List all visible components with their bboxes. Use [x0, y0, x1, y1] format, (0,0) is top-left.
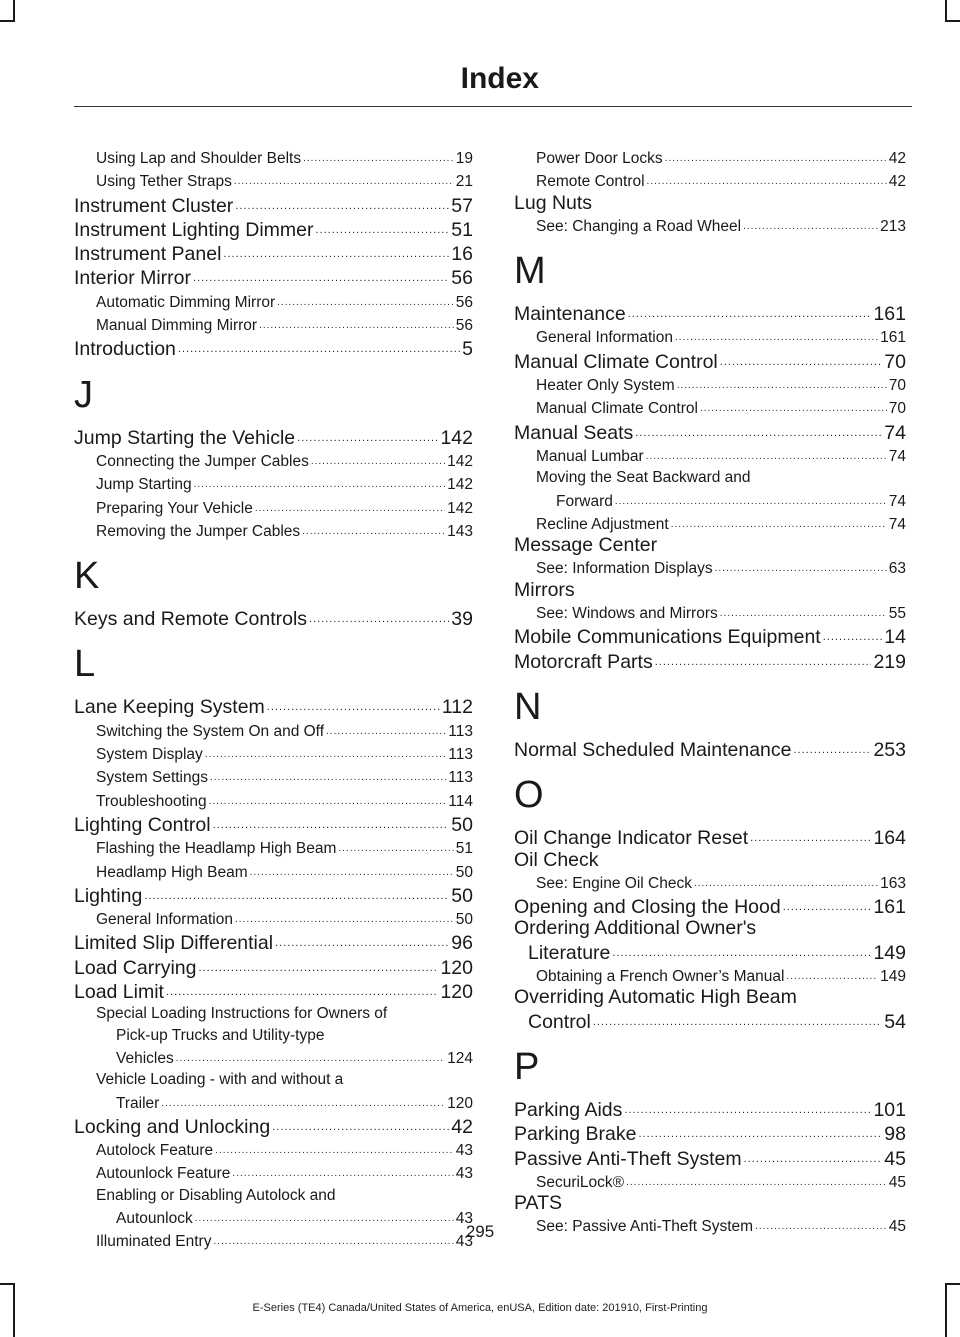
index-entry — [74, 836, 473, 859]
section-letter: J — [74, 373, 93, 416]
entry-page: 43 — [455, 1209, 473, 1227]
dot-leader — [213, 812, 450, 836]
entry-page: 43 — [455, 1233, 473, 1251]
dot-leader — [193, 265, 449, 289]
entry-page: 21 — [455, 173, 473, 191]
entry-page: 50 — [455, 911, 473, 929]
index-entry — [514, 535, 906, 556]
entry-page: 98 — [884, 1123, 906, 1146]
dot-leader — [694, 871, 878, 894]
entry-text: Maintenance — [514, 303, 626, 326]
entry-text: Using Lap and Shoulder Belts — [96, 150, 302, 167]
entry-text: Interior Mirror — [74, 267, 192, 290]
index-entry — [74, 606, 473, 630]
index-entry — [514, 214, 906, 237]
page-header — [74, 58, 912, 107]
crop-mark-bottom-right-h — [946, 1283, 960, 1285]
entry-text: See: Windows and Mirrors — [536, 605, 718, 623]
dot-leader — [743, 214, 878, 237]
entry-text: Troubleshooting — [96, 792, 207, 810]
index-entry — [514, 649, 906, 673]
entry-page: 43 — [455, 1165, 473, 1183]
index-entry — [514, 580, 906, 601]
entry-page: 213 — [880, 217, 906, 235]
dot-leader — [144, 883, 449, 907]
entry-page: 63 — [888, 560, 906, 578]
dot-leader — [205, 742, 446, 765]
index-entry — [514, 396, 906, 419]
entry-page: 42 — [888, 173, 906, 191]
index-entry — [74, 719, 473, 742]
entry-text: Lighting Control — [74, 813, 211, 836]
crop-mark-bottom-left-h — [0, 1283, 14, 1285]
section-letter: P — [514, 1045, 540, 1088]
entry-page: 164 — [873, 827, 906, 850]
entry-page: 114 — [448, 792, 473, 810]
index-entry — [74, 765, 473, 788]
entry-page: 149 — [880, 968, 906, 986]
index-entry — [514, 146, 906, 169]
dot-leader — [161, 1091, 445, 1114]
dot-leader — [309, 606, 449, 630]
entry-text: Heater Only System — [536, 377, 675, 395]
entry-text: Autounlock — [116, 1209, 193, 1227]
dot-leader — [628, 301, 872, 325]
index-entry — [514, 512, 906, 535]
dot-leader — [647, 169, 887, 192]
entry-page: 142 — [447, 452, 473, 470]
dot-leader — [259, 313, 454, 336]
entry-text: See: Information Displays — [536, 560, 713, 578]
entry-page: 42 — [888, 150, 906, 167]
entry-text: Autolock Feature — [96, 1142, 214, 1160]
dot-leader — [783, 894, 872, 918]
entry-text: PATS — [514, 1193, 563, 1215]
index-entry — [514, 1097, 906, 1121]
index-entry — [74, 1161, 473, 1184]
entry-text: Headlamp High Beam — [96, 863, 248, 881]
dot-leader — [166, 979, 438, 1003]
index-entry — [74, 472, 473, 495]
entry-text: See: Changing a Road Wheel — [536, 217, 742, 235]
entry-text: Literature — [528, 941, 611, 964]
index-entry — [514, 1121, 906, 1145]
index-entry — [514, 1009, 906, 1033]
entry-page: 113 — [448, 769, 473, 787]
index-entry — [514, 825, 906, 849]
crop-mark-top-right-h — [946, 20, 960, 22]
dot-leader — [626, 1170, 887, 1193]
entry-page: 161 — [880, 329, 906, 347]
dot-leader — [615, 489, 887, 512]
entry-text: See: Engine Oil Check — [536, 874, 692, 892]
dot-leader — [198, 955, 438, 979]
crop-mark-top-left-h — [0, 20, 14, 22]
dot-leader — [338, 836, 453, 859]
page-title: Index — [460, 62, 539, 95]
index-column-left — [74, 146, 473, 1253]
section-letter: K — [74, 555, 100, 598]
dot-leader — [612, 940, 871, 964]
dot-leader — [655, 649, 872, 673]
index-entry — [74, 290, 473, 313]
footer-text: E-Series (TE4) Canada/United States of America, enUSA, Edition date: 201910, First-Printing — [252, 1302, 708, 1314]
dot-leader — [297, 425, 438, 449]
entry-page: 50 — [455, 863, 473, 881]
entry-text: Manual Seats — [514, 421, 634, 444]
dot-leader — [235, 907, 454, 930]
index-entry — [514, 349, 906, 373]
dot-leader — [671, 512, 887, 535]
dot-leader — [255, 496, 445, 519]
entry-text: Lug Nuts — [514, 192, 593, 214]
entry-page: 120 — [447, 1094, 473, 1112]
entry-page: 74 — [888, 447, 906, 465]
dot-leader — [277, 290, 454, 313]
dot-leader — [210, 765, 446, 788]
entry-text: Instrument Lighting Dimmer — [74, 218, 314, 241]
entry-page: 45 — [888, 1218, 906, 1236]
index-entry — [514, 193, 906, 214]
entry-text: Removing the Jumper Cables — [96, 522, 301, 540]
entry-page: 142 — [447, 476, 473, 494]
index-entry — [74, 979, 473, 1003]
entry-page: 149 — [873, 941, 906, 964]
index-entry — [514, 420, 906, 444]
index-entry — [514, 871, 906, 894]
index-entry — [74, 519, 473, 542]
entry-text: Autounlock Feature — [96, 1165, 231, 1183]
entry-text: Automatic Dimming Mirror — [96, 293, 276, 311]
page-number: 295 — [465, 1222, 495, 1241]
index-entry — [514, 556, 906, 579]
entry-page: 51 — [451, 218, 473, 241]
entry-page: 70 — [888, 400, 906, 418]
entry-text: Instrument Panel — [74, 243, 222, 266]
entry-text: Trailer — [116, 1094, 160, 1112]
index-entry — [74, 930, 473, 954]
entry-page: 74 — [884, 421, 906, 444]
dot-leader — [235, 193, 449, 217]
index-entry-line: Vehicle Loading - with and without a — [96, 1071, 344, 1089]
entry-text: Vehicles — [116, 1049, 174, 1067]
entry-text: Preparing Your Vehicle — [96, 499, 253, 517]
dot-leader — [677, 373, 887, 396]
entry-text: Locking and Unlocking — [74, 1115, 271, 1138]
entry-text: Motorcraft Parts — [514, 650, 653, 673]
entry-page: 42 — [451, 1115, 473, 1138]
index-entry — [74, 425, 473, 449]
entry-text: Manual Lumbar — [536, 447, 644, 465]
index-entry — [74, 1091, 473, 1114]
entry-page: 43 — [455, 1142, 473, 1160]
dot-leader — [794, 737, 872, 761]
entry-page: 56 — [455, 293, 473, 311]
dot-leader — [302, 519, 445, 542]
entry-text: Switching the System On and Off — [96, 722, 325, 740]
entry-text: Mobile Communications Equipment — [514, 626, 821, 649]
index-entry — [514, 489, 906, 512]
index-entry-line: Special Loading Instructions for Owners of — [96, 1005, 388, 1023]
entry-page: 39 — [451, 608, 473, 631]
entry-page: 142 — [440, 426, 473, 449]
index-entry — [514, 964, 906, 987]
index-entry — [514, 169, 906, 192]
dot-leader — [275, 930, 449, 954]
entry-page: 14 — [884, 626, 906, 649]
entry-text: Obtaining a French Owner’s Manual — [536, 968, 785, 986]
index-entry-line: Overriding Automatic High Beam — [514, 986, 797, 1009]
index-entry — [514, 850, 906, 871]
entry-text: Lane Keeping System — [74, 696, 265, 719]
dot-leader — [675, 325, 878, 348]
entry-text: System Settings — [96, 769, 208, 787]
dot-leader — [720, 349, 883, 373]
index-entry — [74, 336, 473, 360]
dot-leader — [750, 825, 871, 849]
dot-leader — [635, 420, 882, 444]
dot-leader — [715, 556, 887, 579]
index-entry — [74, 193, 473, 217]
entry-text: Instrument Cluster — [74, 194, 234, 217]
index-entry — [514, 1146, 906, 1170]
entry-page: 19 — [455, 150, 473, 167]
entry-text: System Display — [96, 746, 203, 764]
dot-leader — [823, 624, 883, 648]
dot-leader — [267, 694, 440, 718]
index-entry — [74, 789, 473, 812]
entry-page: 45 — [888, 1173, 906, 1191]
index-entry — [74, 907, 473, 930]
index-entry — [74, 955, 473, 979]
index-entry-continuation: Pick-up Trucks and Utility-type — [116, 1026, 325, 1044]
entry-page: 124 — [447, 1049, 473, 1067]
index-entry — [74, 812, 473, 836]
entry-page: 56 — [455, 317, 473, 335]
index-entry — [74, 146, 473, 169]
entry-text: Normal Scheduled Maintenance — [514, 738, 792, 761]
index-entry — [74, 169, 473, 192]
dot-leader — [176, 1046, 445, 1069]
entry-page: 16 — [451, 243, 473, 266]
dot-leader — [665, 146, 887, 169]
index-entry-line: Enabling or Disabling Autolock and — [96, 1186, 336, 1204]
entry-page: 163 — [880, 874, 906, 892]
entry-page: 142 — [447, 499, 473, 517]
dot-leader — [720, 601, 887, 624]
entry-text: SecuriLock® — [536, 1173, 625, 1191]
entry-page: 101 — [873, 1098, 906, 1121]
index-entry — [514, 894, 906, 918]
crop-mark-top-right-v — [945, 0, 947, 22]
entry-text: Power Door Locks — [536, 150, 663, 167]
index-entry — [74, 1046, 473, 1069]
index-entry — [74, 883, 473, 907]
entry-text: Oil Check — [514, 849, 599, 871]
entry-text: General Information — [96, 911, 233, 929]
dot-leader — [272, 1114, 449, 1138]
entry-page: 55 — [888, 605, 906, 623]
entry-text: Manual Climate Control — [536, 400, 698, 418]
dot-leader — [744, 1146, 883, 1170]
index-entry — [74, 241, 473, 265]
dot-leader — [209, 789, 447, 812]
entry-text: Flashing the Headlamp High Beam — [96, 840, 337, 858]
dot-leader — [194, 472, 445, 495]
crop-mark-top-left-v — [13, 0, 15, 22]
entry-page: 50 — [451, 884, 473, 907]
dot-leader — [326, 719, 446, 742]
entry-page: 70 — [884, 350, 906, 373]
index-entry — [74, 694, 473, 718]
entry-page: 120 — [440, 956, 473, 979]
entry-text: Introduction — [74, 338, 176, 361]
entry-page: 219 — [873, 650, 906, 673]
index-entry — [74, 449, 473, 472]
entry-page: 143 — [447, 522, 473, 540]
entry-text: Jump Starting — [96, 476, 192, 494]
index-entry — [514, 373, 906, 396]
index-entry — [74, 742, 473, 765]
entry-page: 96 — [451, 932, 473, 955]
dot-leader — [232, 1161, 453, 1184]
section-letter: N — [514, 685, 542, 728]
entry-page: 56 — [451, 267, 473, 290]
dot-leader — [303, 146, 454, 169]
index-entry — [74, 1114, 473, 1138]
entry-text: Illuminated Entry — [96, 1233, 212, 1251]
entry-text: Load Carrying — [74, 956, 197, 979]
entry-text: Jump Starting the Vehicle — [74, 426, 296, 449]
index-entry — [74, 313, 473, 336]
index-entry — [74, 496, 473, 519]
index-entry — [514, 940, 906, 964]
index-entry — [514, 301, 906, 325]
index-entry — [514, 737, 906, 761]
entry-text: Manual Climate Control — [514, 350, 718, 373]
entry-text: Message Center — [514, 535, 658, 557]
entry-page: 74 — [888, 492, 906, 510]
dot-leader — [215, 1138, 454, 1161]
entry-page: 113 — [448, 746, 473, 764]
entry-text: Manual Dimming Mirror — [96, 317, 258, 335]
entry-page: 50 — [451, 813, 473, 836]
entry-text: Load Limit — [74, 981, 164, 1004]
index-entry — [514, 601, 906, 624]
entry-text: Remote Control — [536, 173, 645, 191]
entry-page: 161 — [873, 896, 906, 919]
index-column-right — [514, 146, 906, 1238]
entry-text: Using Tether Straps — [96, 173, 232, 191]
entry-page: 113 — [448, 722, 473, 740]
entry-page: 70 — [888, 377, 906, 395]
index-entry — [514, 444, 906, 467]
dot-leader — [786, 964, 878, 987]
entry-text: Limited Slip Differential — [74, 932, 274, 955]
entry-text: See: Passive Anti-Theft System — [536, 1218, 754, 1236]
index-entry — [74, 860, 473, 883]
dot-leader — [178, 336, 460, 360]
entry-page: 161 — [873, 303, 906, 326]
dot-leader — [311, 449, 445, 472]
entry-text: Connecting the Jumper Cables — [96, 452, 309, 470]
dot-leader — [638, 1121, 882, 1145]
index-entry-line: Ordering Additional Owner's — [514, 917, 757, 940]
entry-page: 54 — [884, 1010, 906, 1033]
entry-text: Keys and Remote Controls — [74, 608, 308, 631]
entry-text: General Information — [536, 329, 673, 347]
entry-text: Forward — [556, 492, 613, 510]
entry-text: Parking Aids — [514, 1098, 623, 1121]
entry-page: 57 — [451, 194, 473, 217]
entry-page: 51 — [455, 840, 473, 858]
dot-leader — [316, 217, 450, 241]
entry-text: Oil Change Indicator Reset — [514, 827, 749, 850]
entry-text: Control — [528, 1010, 591, 1033]
dot-leader — [250, 860, 454, 883]
dot-leader — [624, 1097, 871, 1121]
entry-text: Passive Anti-Theft System — [514, 1147, 742, 1170]
index-entry — [514, 1193, 906, 1214]
dot-leader — [234, 169, 454, 192]
index-entry — [74, 1138, 473, 1161]
entry-page: 112 — [441, 696, 473, 719]
entry-text: Mirrors — [514, 579, 575, 601]
dot-leader — [223, 241, 449, 265]
dot-leader — [593, 1009, 882, 1033]
entry-page: 74 — [888, 515, 906, 533]
dot-leader — [700, 396, 887, 419]
entry-page: 5 — [462, 338, 473, 361]
entry-page: 45 — [884, 1147, 906, 1170]
index-entry — [514, 624, 906, 648]
index-entry — [74, 265, 473, 289]
section-letter: L — [74, 643, 96, 686]
entry-text: Opening and Closing the Hood — [514, 896, 781, 919]
dot-leader — [646, 444, 887, 467]
index-entry — [74, 217, 473, 241]
entry-page: 253 — [873, 738, 906, 761]
entry-text: Parking Brake — [514, 1123, 637, 1146]
entry-text: Lighting — [74, 884, 143, 907]
index-entry-line: Moving the Seat Backward and — [536, 469, 751, 487]
index-entry — [514, 1170, 906, 1193]
entry-text: Recline Adjustment — [536, 515, 669, 533]
entry-page: 120 — [440, 981, 473, 1004]
section-letter: M — [514, 250, 546, 293]
index-entry — [514, 325, 906, 348]
section-letter: O — [514, 774, 544, 817]
